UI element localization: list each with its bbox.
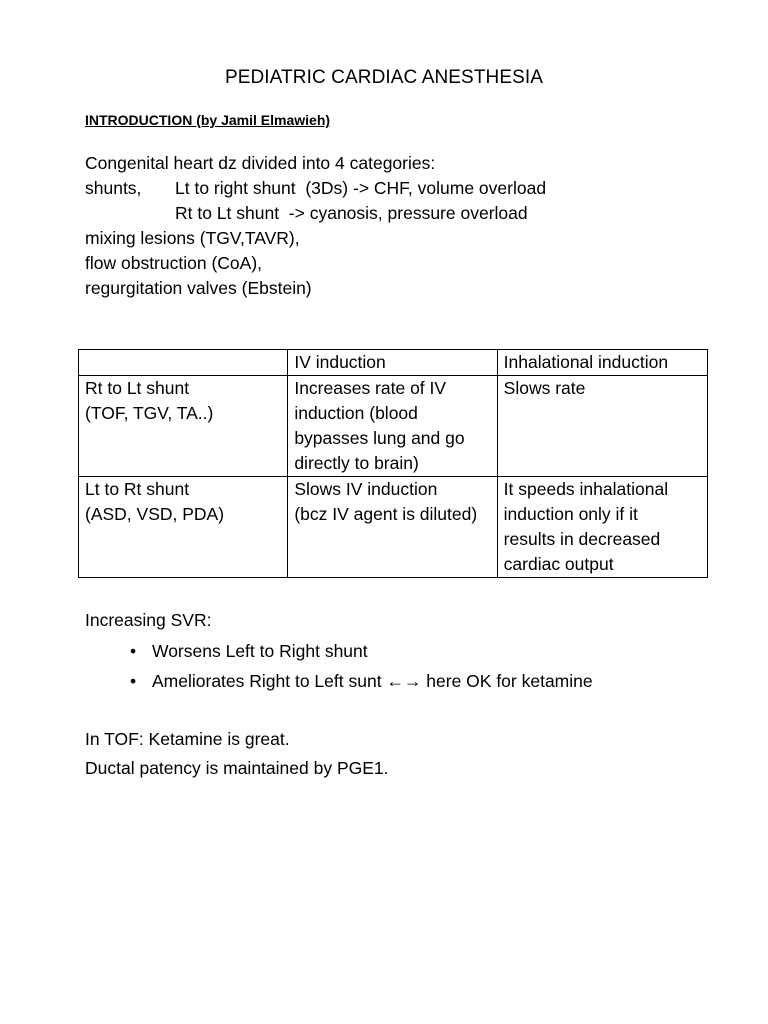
section-subtitle: INTRODUCTION (by Jamil Elmawieh): [85, 112, 331, 128]
category-regurgitation: regurgitation valves (Ebstein): [85, 278, 312, 298]
shunts-line-2: [85, 201, 546, 226]
intro-section: [85, 151, 546, 301]
shunt-lt-to-rt: Lt to right shunt (3Ds) -> CHF, volume overload: [175, 178, 547, 198]
induction-table: [78, 349, 708, 578]
header-cell-empty: [79, 350, 288, 376]
shunts-label: shunts,: [85, 178, 142, 198]
cell-iv-lt-to-rt: Slows IV induction (bcz IV agent is diluted): [288, 477, 497, 578]
row-label-rt-to-lt: Rt to Lt shunt (TOF, TGV, TA..): [79, 376, 288, 477]
header-cell-inhalational: Inhalational induction: [497, 350, 707, 376]
notes-section: [85, 725, 389, 783]
note-tof: In TOF: Ketamine is great.: [85, 729, 290, 749]
category-flow-obstruction: flow obstruction (CoA),: [85, 253, 263, 273]
shunt-rt-to-lt: Rt to Lt shunt -> cyanosis, pressure overload: [175, 203, 528, 223]
list-item: [85, 666, 593, 696]
cell-inhalational-lt-to-rt: It speeds inhalational induction only if it results in decreased cardiac output: [497, 477, 707, 578]
shunts-line-1: [85, 176, 546, 201]
bullet-icon: •: [130, 641, 137, 661]
table-row: [79, 477, 708, 578]
svr-section: [85, 608, 593, 696]
note-ductal-patency: Ductal patency is maintained by PGE1.: [85, 758, 389, 778]
svr-heading: Increasing SVR:: [85, 610, 212, 630]
bullet-icon: •: [130, 671, 137, 691]
page-title: PEDIATRIC CARDIAC ANESTHESIA: [224, 67, 544, 88]
table-row: [79, 376, 708, 477]
cell-inhalational-rt-to-lt: Slows rate: [497, 376, 707, 477]
list-item: [85, 636, 593, 666]
svr-item-text: Ameliorates Right to Left sunt ←→ here OK for ketamine: [152, 671, 593, 691]
table-header-row: [79, 350, 708, 376]
cell-iv-rt-to-lt: Increases rate of IV induction (blood bypasses lung and go directly to brain): [288, 376, 497, 477]
intro-heading: Congenital heart dz divided into 4 categories:: [85, 153, 436, 173]
svr-item-text: Worsens Left to Right shunt: [152, 641, 368, 661]
row-label-lt-to-rt: Lt to Rt shunt (ASD, VSD, PDA): [79, 477, 288, 578]
header-cell-iv: IV induction: [288, 350, 497, 376]
category-mixing-lesions: mixing lesions (TGV,TAVR),: [85, 228, 300, 248]
svr-list: [85, 636, 593, 696]
